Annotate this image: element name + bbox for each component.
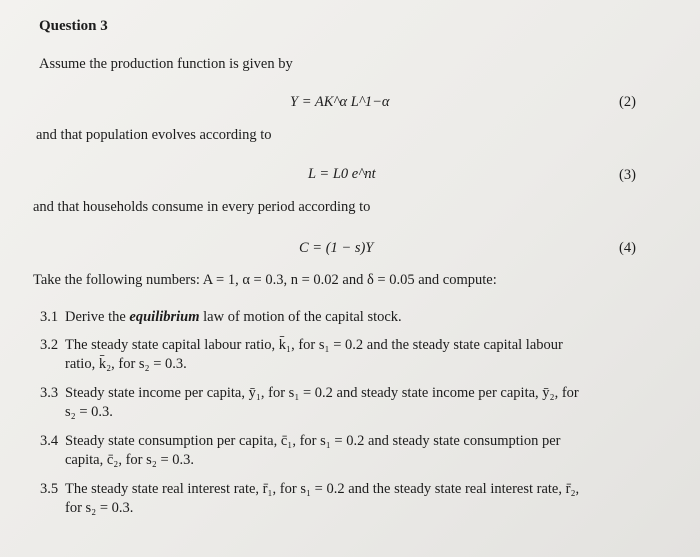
item-number: 3.3	[40, 385, 59, 401]
list-item	[40, 480, 670, 520]
item-number: 3.1	[40, 309, 59, 325]
item-text-line2: s₂ = 0.3.	[65, 404, 113, 420]
parameters-text: Take the following numbers: A = 1, α = 0.3, n = 0.02 and δ = 0.05 and compute:	[33, 272, 497, 288]
population-text: and that population evolves according to	[36, 127, 272, 143]
item-number: 3.5	[40, 481, 59, 497]
equation-consumption: C = (1 − s)Y	[299, 240, 374, 256]
equation-number-3: (3)	[619, 167, 636, 183]
item-text-line1: The steady state capital labour ratio, k̄₁, for s₁ = 0.2 and the steady state capital labour	[65, 337, 563, 353]
item-text-line2: capita, c̄₂, for s₂ = 0.3.	[65, 452, 195, 468]
list-item	[40, 432, 670, 472]
intro-text: Assume the production function is given by	[39, 56, 293, 72]
list-item	[40, 308, 660, 328]
equation-number-2: (2)	[619, 94, 636, 110]
item-text-line1: The steady state real interest rate, r̄₁, for s₁ = 0.2 and the steady state real interest rate, r̄₂,	[65, 481, 580, 497]
item-number: 3.4	[40, 433, 59, 449]
equation-number-4: (4)	[619, 240, 636, 256]
item-number: 3.2	[40, 337, 59, 353]
item-text-line2: for s₂ = 0.3.	[65, 500, 134, 516]
equation-production-function: Y = AK^α L^1−α	[290, 94, 390, 110]
question-title: Question 3	[39, 18, 108, 34]
item-text: Derive the equilibrium law of motion of the capital stock.	[65, 309, 402, 325]
item-text-line2: ratio, k̄₂, for s₂ = 0.3.	[65, 356, 187, 372]
list-item	[40, 336, 670, 376]
item-text-line1: Steady state income per capita, ȳ₁, for s₁ = 0.2 and steady state income per capita, ȳ₂, for	[65, 385, 579, 401]
equation-population: L = L0 e^nt	[308, 166, 376, 182]
consumption-text: and that households consume in every period according to	[33, 199, 371, 215]
item-text-line1: Steady state consumption per capita, c̄₁, for s₁ = 0.2 and steady state consumption per	[65, 433, 561, 449]
list-item	[40, 384, 670, 424]
